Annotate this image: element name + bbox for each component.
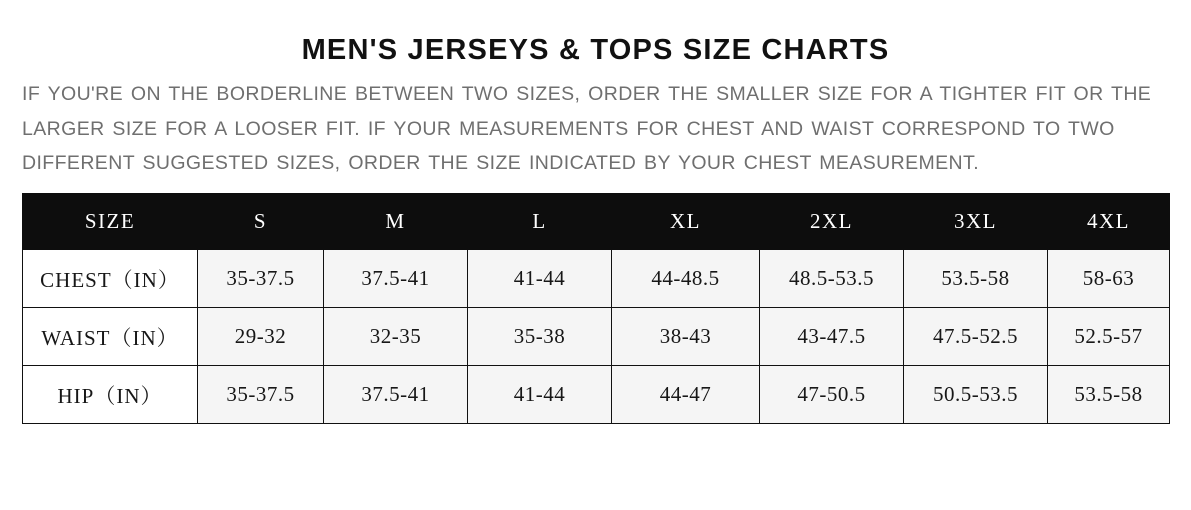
column-header-2xl: 2XL bbox=[760, 194, 904, 250]
cell-waist-3xl: 47.5-52.5 bbox=[904, 308, 1048, 366]
column-header-3xl: 3XL bbox=[904, 194, 1048, 250]
size-chart-table bbox=[22, 193, 1170, 424]
table-body bbox=[23, 250, 1170, 424]
cell-hip-2xl: 47-50.5 bbox=[760, 366, 904, 424]
page-title: MEN'S JERSEYS & TOPS SIZE CHARTS bbox=[301, 34, 890, 66]
table-header-row bbox=[23, 194, 1170, 250]
cell-waist-l: 35-38 bbox=[468, 308, 612, 366]
column-header-s: S bbox=[198, 194, 324, 250]
cell-hip-3xl: 50.5-53.5 bbox=[904, 366, 1048, 424]
column-header-l: L bbox=[468, 194, 612, 250]
column-header-size: SIZE bbox=[23, 194, 198, 250]
row-header-waist: WAIST（IN） bbox=[23, 308, 198, 366]
cell-hip-m: 37.5-41 bbox=[324, 366, 468, 424]
row-header-hip: HIP（IN） bbox=[23, 366, 198, 424]
column-header-4xl: 4XL bbox=[1048, 194, 1170, 250]
table-row bbox=[23, 308, 1170, 366]
column-header-xl: XL bbox=[612, 194, 760, 250]
cell-chest-s: 35-37.5 bbox=[198, 250, 324, 308]
column-header-m: M bbox=[324, 194, 468, 250]
cell-hip-l: 41-44 bbox=[468, 366, 612, 424]
row-header-chest: CHEST（IN） bbox=[23, 250, 198, 308]
cell-chest-3xl: 53.5-58 bbox=[904, 250, 1048, 308]
cell-waist-m: 32-35 bbox=[324, 308, 468, 366]
intro-paragraph: IF YOU'RE ON THE BORDERLINE BETWEEN TWO SIZES, ORDER THE SMALLER SIZE FOR A TIGHTER FIT OR THE LARGER SIZE FOR A LOOSER FIT. IF YOUR MEASUREMENTS FOR CHEST AND WAIST CORRESPOND TO TWO DIFFERENT SUGGESTED SIZES, ORDER THE SIZE INDICATED BY YOUR CHEST MEASUREMENT. bbox=[22, 83, 1152, 175]
table-row bbox=[23, 250, 1170, 308]
cell-waist-4xl: 52.5-57 bbox=[1048, 308, 1170, 366]
cell-chest-m: 37.5-41 bbox=[324, 250, 468, 308]
cell-waist-s: 29-32 bbox=[198, 308, 324, 366]
table-header bbox=[23, 194, 1170, 250]
cell-chest-xl: 44-48.5 bbox=[612, 250, 760, 308]
cell-chest-2xl: 48.5-53.5 bbox=[760, 250, 904, 308]
table-row bbox=[23, 366, 1170, 424]
cell-waist-2xl: 43-47.5 bbox=[760, 308, 904, 366]
cell-waist-xl: 38-43 bbox=[612, 308, 760, 366]
cell-hip-xl: 44-47 bbox=[612, 366, 760, 424]
cell-hip-s: 35-37.5 bbox=[198, 366, 324, 424]
cell-chest-l: 41-44 bbox=[468, 250, 612, 308]
cell-chest-4xl: 58-63 bbox=[1048, 250, 1170, 308]
cell-hip-4xl: 53.5-58 bbox=[1048, 366, 1170, 424]
